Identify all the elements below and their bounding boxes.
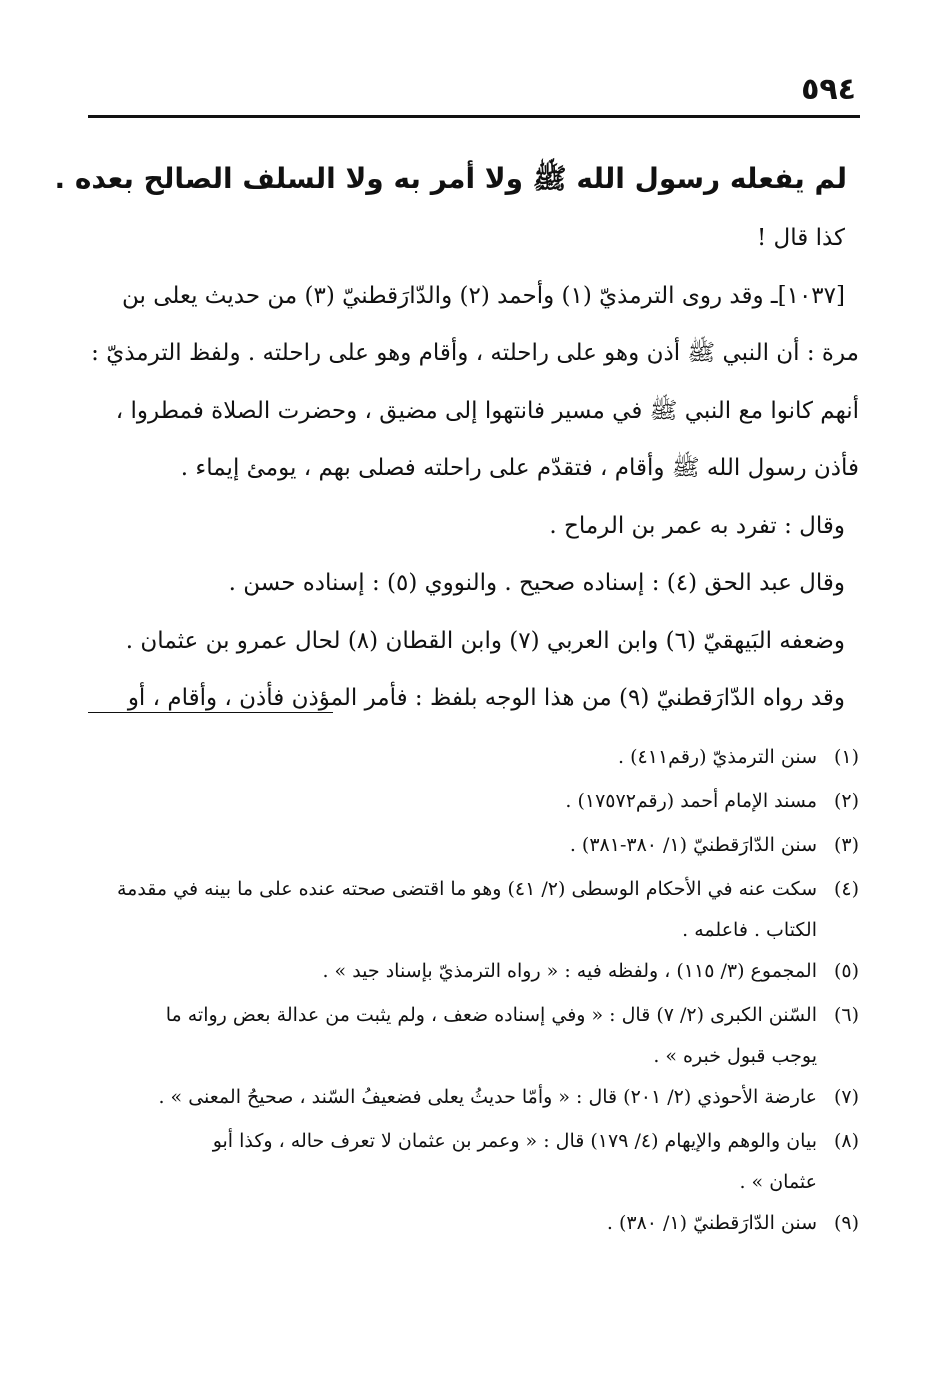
footnote-number: (٥) <box>833 960 859 982</box>
footnote-2 <box>89 779 859 823</box>
footnote-9 <box>89 1201 859 1245</box>
footnote-rule <box>88 712 333 713</box>
footnote-continuation: عثمان » . <box>739 1171 817 1193</box>
footnote-number: (٧) <box>833 1086 859 1108</box>
footnote-3 <box>89 823 859 867</box>
footnote-4 <box>89 867 859 911</box>
footnote-text: مسند الإمام أحمد (رقم١٧٥٧٢) . <box>565 790 817 812</box>
footnote-number: (٣) <box>833 834 859 856</box>
header-rule <box>88 115 860 118</box>
text-line: وضعفه البَيهقيّ (٦) وابن العربي (٧) وابن القطان (٨) لحال عمرو بن عثمان . <box>125 627 845 654</box>
footnote-number: (٨) <box>833 1130 859 1152</box>
text-line: وقال : تفرد به عمر بن الرماح . <box>549 512 845 539</box>
footnote-text: سنن الترمذيّ (رقم٤١١) . <box>618 746 817 768</box>
footnote-number: (١) <box>833 746 859 768</box>
main-text <box>54 148 859 728</box>
page-number: ٥٩٤ <box>801 72 856 107</box>
text-line: [١٠٣٧]ـ وقد روى الترمذيّ (١) وأحمد (٢) والدّارَقطنيّ (٣) من حديث يعلى بن <box>121 282 845 309</box>
footnote-1 <box>89 735 859 779</box>
footnote-8 <box>89 1119 859 1163</box>
footnote-continuation: الكتاب . فاعلمه . <box>682 919 817 941</box>
footnote-text: سنن الدّارَقطنيّ (١/ ٣٨٠-٣٨١) . <box>569 834 817 856</box>
footnotes <box>89 735 859 1245</box>
footnote-text: المجموع (٣/ ١١٥) ، ولفظه فيه : « رواه الترمذيّ بإسناد جيد » . <box>322 960 817 982</box>
footnote-text: سنن الدّارَقطنيّ (١/ ٣٨٠) . <box>606 1212 817 1234</box>
text-line: مرة : أن النبي ﷺ أذن وهو على راحلته ، وأقام وهو على راحلته . ولفظ الترمذيّ : <box>91 340 859 366</box>
footnote-continuation: يوجب قبول خبره » . <box>653 1045 817 1067</box>
footnote-text: بيان والوهم والإيهام (٤/ ١٧٩) قال : « وعمر بن عثمان لا تعرف حاله ، وكذا أبو <box>212 1130 817 1152</box>
footnote-6 <box>89 993 859 1037</box>
footnote-text: عارضة الأحوذي (٢/ ٢٠١) قال : « وأمّا حديثُ يعلى فضعيفُ السّند ، صحيحُ المعنى » . <box>158 1086 817 1108</box>
text-line: فأذن رسول الله ﷺ وأقام ، فتقدّم على راحلته فصلى بهم ، يومئ إيماء . <box>180 455 859 481</box>
heading-line: لم يفعله رسول الله ﷺ ولا أمر به ولا السلف الصالح بعده . <box>54 162 847 195</box>
text-line: أنهم كانوا مع النبي ﷺ في مسير فانتهوا إلى مضيق ، وحضرت الصلاة فمطروا ، <box>115 397 859 424</box>
footnote-7 <box>89 1075 859 1119</box>
footnote-5 <box>89 949 859 993</box>
footnote-text: سكت عنه في الأحكام الوسطى (٢/ ٤١) وهو ما اقتضى صحته عنده على ما بينه في مقدمة <box>116 878 817 900</box>
footnote-number: (٢) <box>833 790 859 812</box>
footnote-number: (٤) <box>833 878 859 900</box>
footnote-number: (٦) <box>833 1004 859 1026</box>
text-line: وقد رواه الدّارَقطنيّ (٩) من هذا الوجه بلفظ : فأمر المؤذن فأذن ، وأقام ، أو <box>127 685 845 711</box>
text-line: كذا قال ! <box>757 225 845 251</box>
footnote-number: (٩) <box>833 1212 859 1234</box>
text-line: وقال عبد الحق (٤) : إسناده صحيح . والنووي (٥) : إسناده حسن . <box>228 570 845 596</box>
footnote-text: السّنن الكبرى (٢/ ٧) قال : « وفي إسناده ضعف ، ولم يثبت من عدالة بعض رواته ما <box>165 1004 817 1026</box>
